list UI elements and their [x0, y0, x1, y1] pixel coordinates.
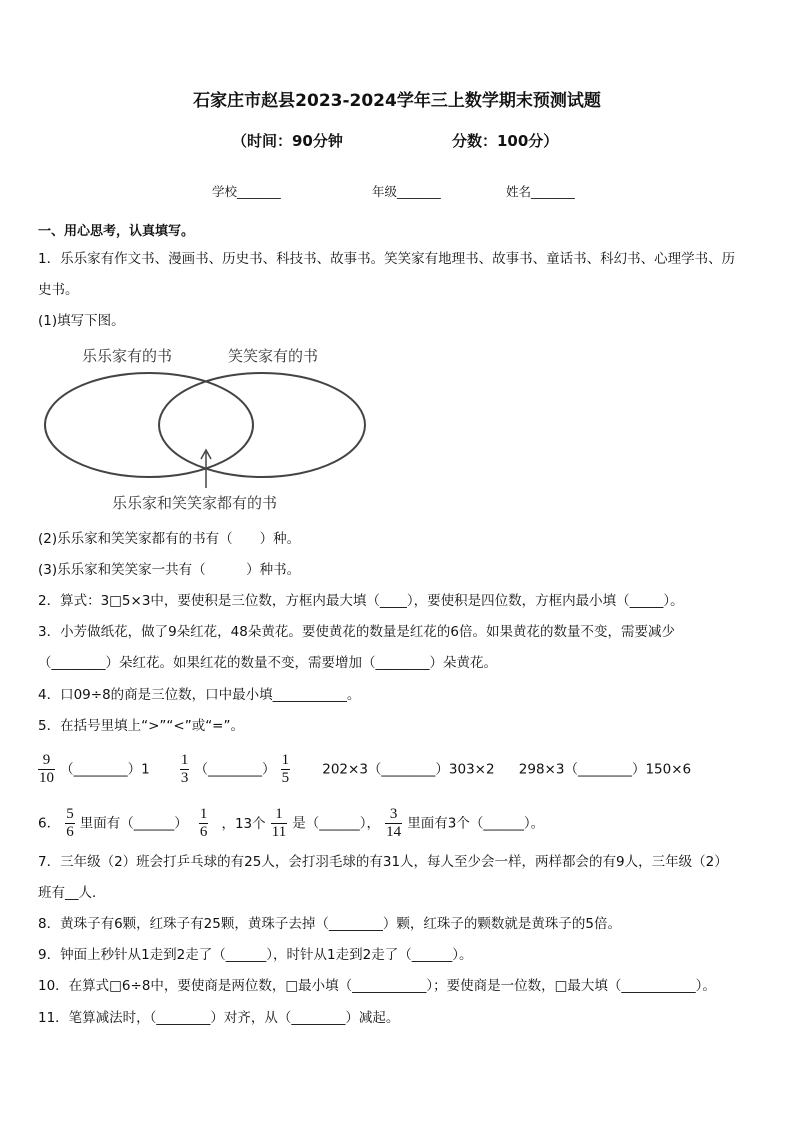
q6-part-3: 是（______）， — [292, 815, 381, 832]
q3-text-line1: 3．小芳做纸花，做了9朵红花，48朵黄花。要使黄花的数量是红花的6倍。如果黄花的数量不变，需要减少 — [38, 624, 675, 640]
q8-text: 8．黄珠子有6颗，红珠子有25颗，黄珠子去掉（________）颗，红珠子的颗数就是黄珠子的5倍。 — [38, 916, 621, 932]
name-field: 姓名_______ — [506, 184, 575, 199]
school-field: 学校_______ — [212, 184, 281, 199]
venn-bottom-label: 乐乐家和笑笑家都有的书 — [112, 494, 278, 512]
q5-compare-3: 202×3（________）303×2 — [322, 761, 495, 778]
venn-right-ellipse — [159, 373, 365, 477]
q5-fraction-2: $\frac{1}{3}$ — [180, 752, 189, 786]
q1-part3: (3)乐乐家和笑笑家一共有（ ）种书。 — [38, 562, 301, 578]
q5-compare-4: 298×3（________）150×6 — [518, 761, 692, 778]
q6-lead: 6． — [38, 815, 61, 832]
q6-part-1: 里面有（______） — [79, 815, 188, 832]
exam-score: 分数：100分） — [452, 132, 559, 150]
q6-fraction-1: $\frac{5}{6}$ — [66, 806, 74, 840]
q6-fraction-4: $\frac{3}{14}$ — [386, 806, 402, 840]
q9-text: 9．钟面上秒针从1走到2走了（______），时针从1走到2走了（______）。 — [38, 947, 473, 963]
q1-text-line2: 史书。 — [38, 282, 79, 298]
q5-fraction-3: $\frac{1}{5}$ — [281, 752, 290, 786]
q5-comparisons — [38, 752, 691, 792]
q10-text: 10．在算式□6÷8中，要使商是两位数，□最小填（___________）；要使商是一位数，□最大填（___________）。 — [38, 978, 716, 994]
q6-text — [38, 806, 544, 846]
venn-diagram — [36, 338, 376, 518]
q2-text: 2．算式：3□5×3中，要使积是三位数，方框内最大填（____），要使积是四位数，方框内最小填（_____）。 — [38, 593, 684, 609]
section-heading: 一、用心思考，认真填写。 — [38, 224, 195, 239]
q4-text: 4．口09÷8的商是三位数，口中最小填___________。 — [38, 687, 361, 703]
q6-fraction-3: $\frac{1}{11}$ — [271, 806, 287, 840]
q7-text-line2: 班有__人． — [38, 885, 106, 901]
q6-part-2: ，13个 — [221, 815, 266, 832]
q1-part1: (1)填写下图。 — [38, 313, 125, 329]
q1-text-line1: 1．乐乐家有作文书、漫画书、历史书、科技书、故事书。笑笑家有地理书、故事书、童话书、科幻书、心理学书、历 — [38, 251, 736, 267]
venn-left-label: 乐乐家有的书 — [82, 347, 173, 365]
q5-compare-2: （________） — [194, 761, 276, 778]
grade-field: 年级_______ — [372, 184, 441, 199]
q7-text-line1: 7．三年级（2）班会打乒乓球的有25人，会打羽毛球的有31人，每人至少会一样，两样都会的有9人，三年级（2） — [38, 854, 728, 870]
q1-part2: (2)乐乐家和笑笑家都有的书有（ ）种。 — [38, 531, 301, 547]
q3-text-line2: （________）朵红花。如果红花的数量不变，需要增加（________）朵黄花。 — [38, 655, 497, 671]
page-title: 石家庄市赵县2023-2024学年三上数学期末预测试题 — [193, 91, 601, 111]
q11-text: 11．笔算减法时，（________）对齐，从（________）减起。 — [38, 1010, 400, 1026]
venn-left-ellipse — [45, 373, 253, 477]
venn-right-label: 笑笑家有的书 — [228, 347, 319, 365]
q6-fraction-2: $\frac{1}{6}$ — [199, 806, 208, 840]
q5-compare-1: （________）1 — [60, 761, 150, 778]
q5-intro: 5．在括号里填上“>”“<”或“=”。 — [38, 718, 244, 734]
q5-fraction-1: $\frac{9}{10}$ — [39, 752, 54, 786]
exam-time: （时间：90分钟 — [232, 132, 343, 150]
q6-part-4: 里面有3个（______）。 — [407, 815, 545, 832]
